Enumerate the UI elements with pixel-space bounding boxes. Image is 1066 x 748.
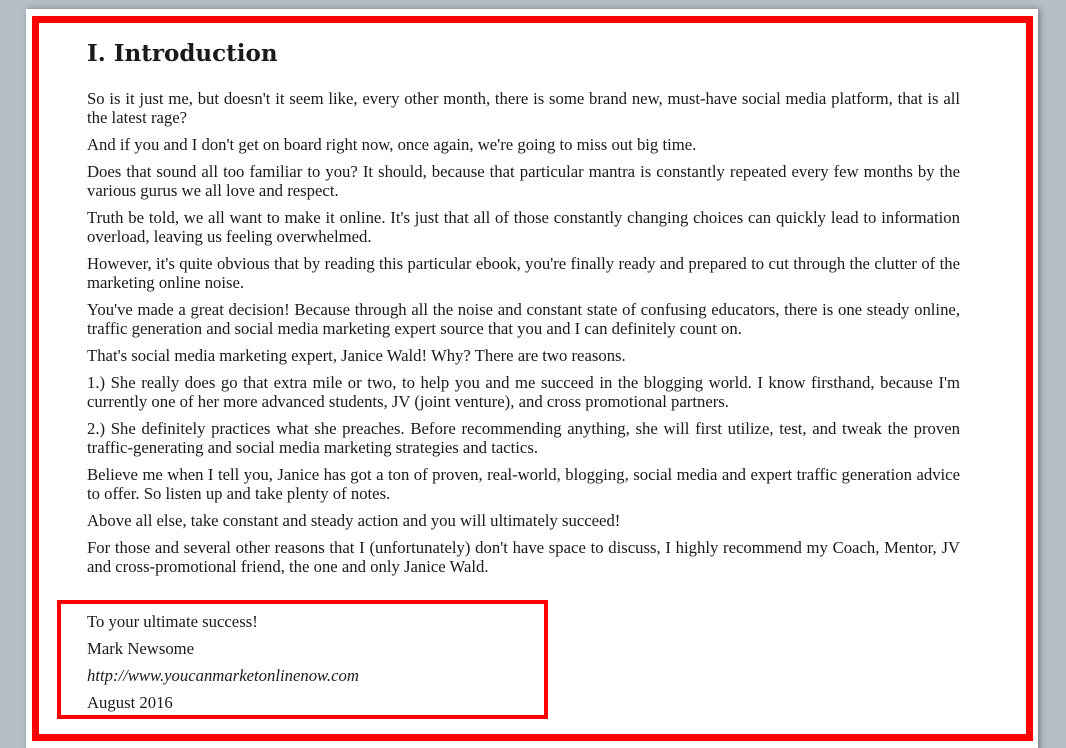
paragraph: Truth be told, we all want to make it online. It's just that all of those constantly changing choices can quickly lead to information overload, leaving us feeling overwhelmed. bbox=[87, 208, 960, 246]
paragraph: And if you and I don't get on board right now, once again, we're going to miss out big time. bbox=[87, 135, 697, 154]
paragraph: Above all else, take constant and steady action and you will ultimately succeed! bbox=[87, 511, 621, 530]
paragraph: For those and several other reasons that I (unfortunately) don't have space to discuss, I highly recommend my Coach, Mentor, JV and cross-promotional friend, the one and only Janice Wald. bbox=[87, 538, 960, 576]
signature-url: http://www.youcanmarketonlinenow.com bbox=[87, 666, 359, 685]
signature-name: Mark Newsome bbox=[87, 639, 195, 658]
paragraph: 1.) She really does go that extra mile or two, to help you and me succeed in the blogging world. I know firsthand, because I'm currently one of her more advanced students, JV (joint venture), and cross promotional partners. bbox=[87, 373, 960, 411]
signature-closing: To your ultimate success! bbox=[87, 612, 258, 631]
section-heading: I. Introduction bbox=[87, 40, 278, 67]
paragraph: That's social media marketing expert, Janice Wald! Why? There are two reasons. bbox=[87, 346, 626, 365]
document-content bbox=[87, 40, 960, 584]
paragraph: You've made a great decision! Because through all the noise and constant state of confusing educators, there is one steady online, traffic generation and social media marketing expert source that you and I can definitely count on. bbox=[87, 300, 960, 338]
signature-date: August 2016 bbox=[87, 693, 173, 712]
paragraph: Does that sound all too familiar to you? It should, because that particular mantra is constantly repeated every few months by the various gurus we all love and respect. bbox=[87, 162, 960, 200]
signature-block bbox=[87, 612, 527, 720]
paragraph: Believe me when I tell you, Janice has got a ton of proven, real-world, blogging, social media and expert traffic generation advice to offer. So listen up and take plenty of notes. bbox=[87, 465, 960, 503]
paragraph: So is it just me, but doesn't it seem like, every other month, there is some brand new, must-have social media platform, that is all the latest rage? bbox=[87, 89, 960, 127]
paragraph: 2.) She definitely practices what she preaches. Before recommending anything, she will first utilize, test, and tweak the proven traffic-generating and social media marketing strategies and tactics. bbox=[87, 419, 960, 457]
paragraph: However, it's quite obvious that by reading this particular ebook, you're finally ready and prepared to cut through the clutter of the marketing online noise. bbox=[87, 254, 960, 292]
